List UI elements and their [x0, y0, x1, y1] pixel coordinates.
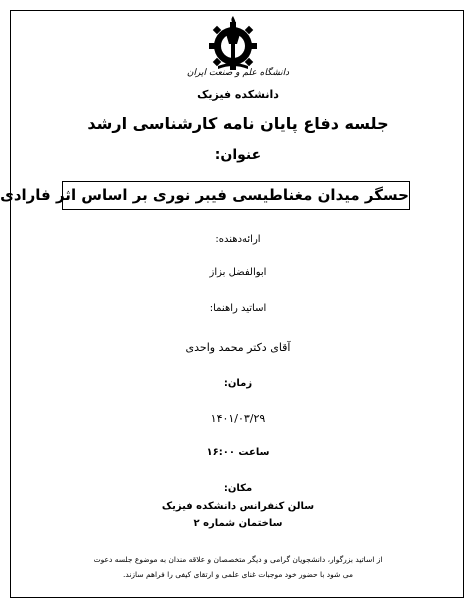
place-label: مکان: [223, 483, 253, 494]
invitation-line-1: از اساتید بزرگوار، دانشجویان گرامی و دیگر متخصصان و علاقه مندان به موضوع جلسه دعوت [93, 555, 383, 564]
thesis-title: حسگر میدان مغناطیسی فیبر نوری بر اساس اثر فارادی [62, 181, 410, 210]
advisors-label: اساتید راهنما: [209, 303, 267, 314]
faculty-name: دانشکده فیزیک [197, 88, 279, 101]
place-hall: سالن کنفرانس دانشکده فیزیک [161, 501, 315, 512]
title-label: عنوان: [214, 147, 262, 163]
event-title: جلسه دفاع پایان نامه کارشناسی ارشد [87, 114, 389, 133]
time-label: زمان: [223, 378, 253, 389]
date-value: ۱۴۰۱/۰۳/۲۹ [210, 412, 266, 425]
place-building: ساختمان شماره ۲ [193, 518, 283, 529]
invitation-line-2: می شود با حضور خود موجبات غنای علمی و ارتقای کیفی را فراهم سازند. [123, 570, 353, 579]
advisor-name: آقای دکتر محمد واحدی [185, 341, 291, 354]
presenter-label: ارائه‌دهنده: [215, 234, 261, 245]
presenter-name: ابوالفضل بزاز [209, 267, 267, 278]
hour-value: ساعت ۱۶:۰۰ [206, 447, 270, 458]
logo-caption: دانشگاه علم و صنعت ایران [186, 68, 290, 78]
